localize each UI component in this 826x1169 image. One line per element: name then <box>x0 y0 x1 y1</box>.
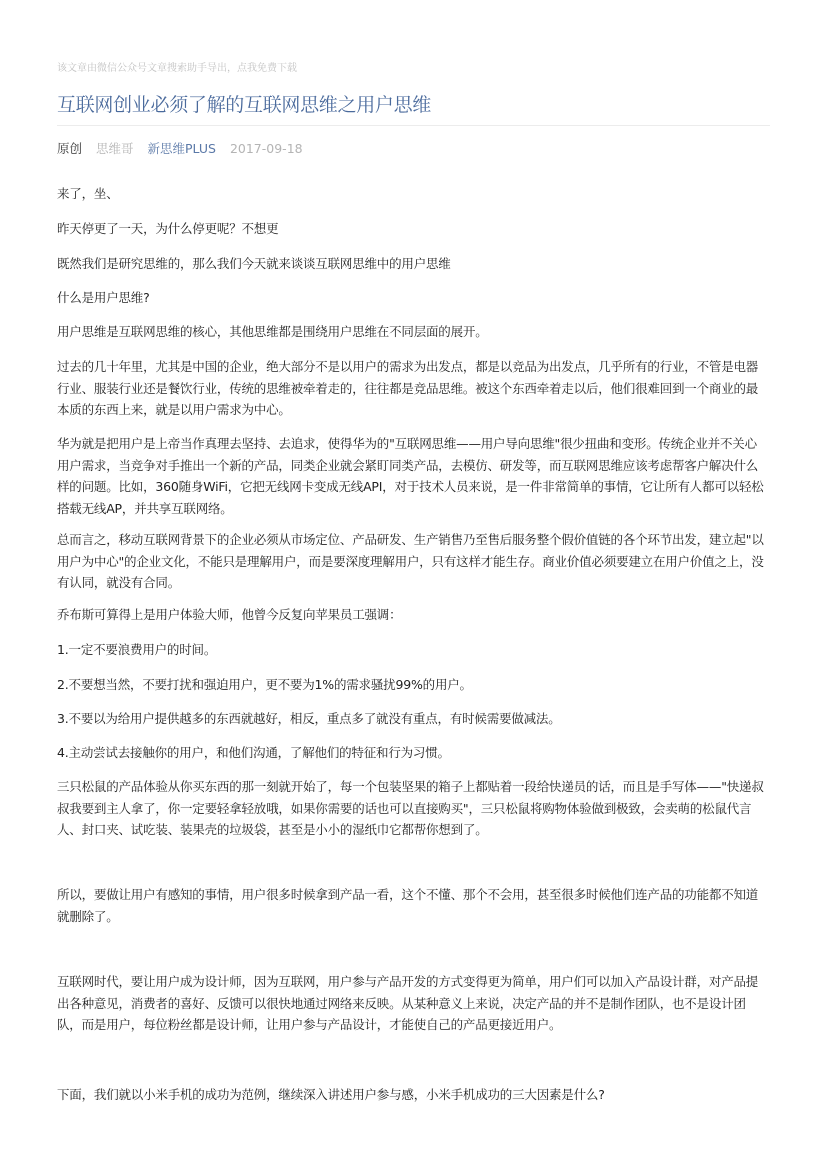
paragraph: 既然我们是研究思维的，那么我们今天就来谈谈互联网思维中的用户思维 <box>57 256 451 271</box>
paragraph: 来了，坐、 <box>57 186 119 201</box>
publish-date: 2017-09-18 <box>229 141 303 156</box>
list-item: 4.主动尝试去接触你的用户，和他们沟通，了解他们的特征和行为习惯。 <box>57 745 450 760</box>
paragraph: 用户思维是互联网思维的核心，其他思维都是围绕用户思维在不同层面的展开。 <box>57 324 488 339</box>
list-item: 2.不要想当然，不要打扰和强迫用户，更不要为1%的需求骚扰99%的用户。 <box>57 677 472 692</box>
original-tag: 原创 <box>57 141 83 156</box>
paragraph: 下面，我们就以小米手机的成功为范例，继续深入讲述用户参与感，小米手机成功的三大因素是什么? <box>57 1087 605 1102</box>
paragraph: 什么是用户思维? <box>57 290 150 305</box>
title-divider <box>57 125 770 126</box>
list-item: 1.一定不要浪费用户的时间。 <box>57 642 217 657</box>
article-title: 互联网创业必须了解的互联网思维之用户思维 <box>57 94 432 116</box>
paragraph: 三只松鼠的产品体验从你买东西的那一刻就开始了，每一个包装坚果的箱子上都贴着一段给快递员的话，而且是手写体——"快递叔叔我要到主人拿了，你一定要轻拿轻放哦，如果你需要的话也可以直接购买"，三只松鼠将购物体验做到极致，会卖萌的松鼠代言人、封口夹、试吃装、装果壳的垃圾袋，甚至是小小的湿纸巾它都帮你想到了。 <box>57 779 764 837</box>
paragraph: 总而言之，移动互联网背景下的企业必须从市场定位、产品研发、生产销售乃至售后服务整个假价值链的各个环节出发，建立起"以用户为中心"的企业文化，不能只是理解用户，而是要深度理解用户，只有这样才能生存。商业价值必须要建立在用户价值之上，没有认同，就没有合同。 <box>57 532 764 590</box>
account-link[interactable]: 新思维PLUS <box>147 141 216 156</box>
author-name: 思维哥 <box>96 141 134 156</box>
paragraph: 华为就是把用户是上帝当作真理去坚持、去追求，使得华为的"互联网思维——用户导向思维"很少扭曲和变形。传统企业并不关心用户需求，当竞争对手推出一个新的产品，同类企业就会紧盯同类产品，去模仿、研发等，而互联网思维应该考虑帮客户解决什么样的问题。比如，360随身WiFi，它把无线网卡变成无线API，对于技术人员来说，是一件非常简单的事情，它让所有人都可以轻松搭载无线AP，并共享互联网络。 <box>57 436 764 516</box>
article-meta <box>57 140 313 158</box>
paragraph: 昨天停更了一天，为什么停更呢？不想更 <box>57 221 279 236</box>
paragraph: 所以，要做让用户有感知的事情，用户很多时候拿到产品一看，这个不懂、那个不会用，甚至很多时候他们连产品的功能都不知道就删除了。 <box>57 887 759 924</box>
export-download-link[interactable]: 该文章由微信公众号文章搜索助手导出，点我免费下载 <box>57 63 297 74</box>
paragraph: 过去的几十年里，尤其是中国的企业，绝大部分不是以用户的需求为出发点，都是以竞品为出发点，几乎所有的行业，不管是电器行业、服装行业还是餐饮行业，传统的思维被牵着走的，往往都是竞品思维。被这个东西牵着走以后，他们很难回到一个商业的最本质的东西上来，就是以用户需求为中心。 <box>57 359 759 417</box>
paragraph: 乔布斯可算得上是用户体验大师，他曾今反复向苹果员工强调： <box>57 607 402 622</box>
paragraph: 互联网时代，要让用户成为设计师，因为互联网，用户参与产品开发的方式变得更为简单，用户们可以加入产品设计群，对产品提出各种意见，消费者的喜好、反馈可以很快地通过网络来反映。从某种意义上来说，决定产品的并不是制作团队，也不是设计团队，而是用户，每位粉丝都是设计师，让用户参与产品设计，才能使自己的产品更接近用户。 <box>57 974 759 1032</box>
list-item: 3.不要以为给用户提供越多的东西就越好，相反，重点多了就没有重点，有时候需要做减法。 <box>57 711 561 726</box>
